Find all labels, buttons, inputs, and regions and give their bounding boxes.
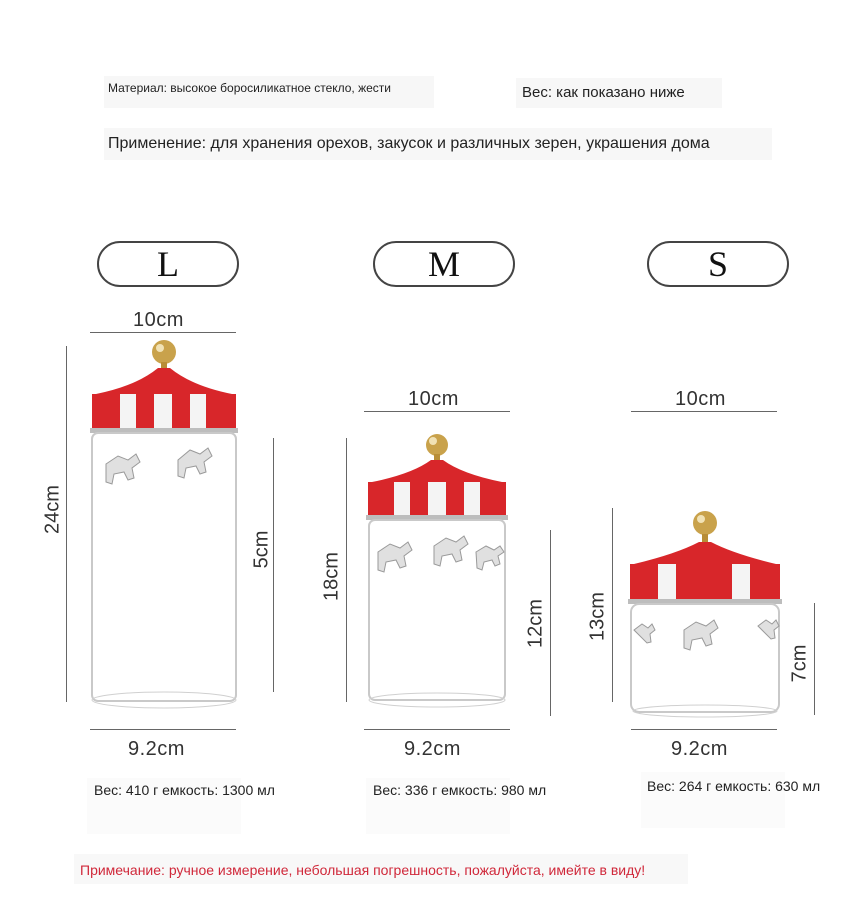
body-height-m: 12cm xyxy=(524,599,547,648)
spec-s: Вес: 264 г емкость: 630 мл xyxy=(647,778,821,794)
jar-m xyxy=(364,432,510,708)
weight-text: Вес: как показано ниже xyxy=(522,84,685,101)
base-width-l: 9.2cm xyxy=(128,738,185,760)
material-text: Материал: высокое боросиликатное стекло, жести xyxy=(108,81,392,95)
spec-l: Вес: 410 г емкость: 1300 мл xyxy=(94,782,275,798)
body-height-s: 7cm xyxy=(788,644,811,683)
height-l: 24cm xyxy=(41,485,64,534)
lid-width-s: 10cm xyxy=(675,388,726,410)
jar-l xyxy=(86,338,242,710)
jar-s xyxy=(628,508,782,720)
size-label-l: L xyxy=(97,241,239,287)
size-label-m: M xyxy=(373,241,515,287)
spec-m: Вес: 336 г емкость: 980 мл xyxy=(373,782,547,798)
lid-width-l: 10cm xyxy=(133,309,184,331)
body-height-l: 5cm xyxy=(250,530,273,569)
height-m: 18cm xyxy=(320,552,343,601)
usage-text: Применение: для хранения орехов, закусок и различных зерен, украшения дома xyxy=(108,135,710,152)
base-width-s: 9.2cm xyxy=(671,738,728,760)
height-s: 13cm xyxy=(586,592,609,641)
size-label-s: S xyxy=(647,241,789,287)
measurement-note: Примечание: ручное измерение, небольшая погрешность, пожалуйста, имейте в виду! xyxy=(80,862,646,878)
base-width-m: 9.2cm xyxy=(404,738,461,760)
lid-width-m: 10cm xyxy=(408,388,459,410)
